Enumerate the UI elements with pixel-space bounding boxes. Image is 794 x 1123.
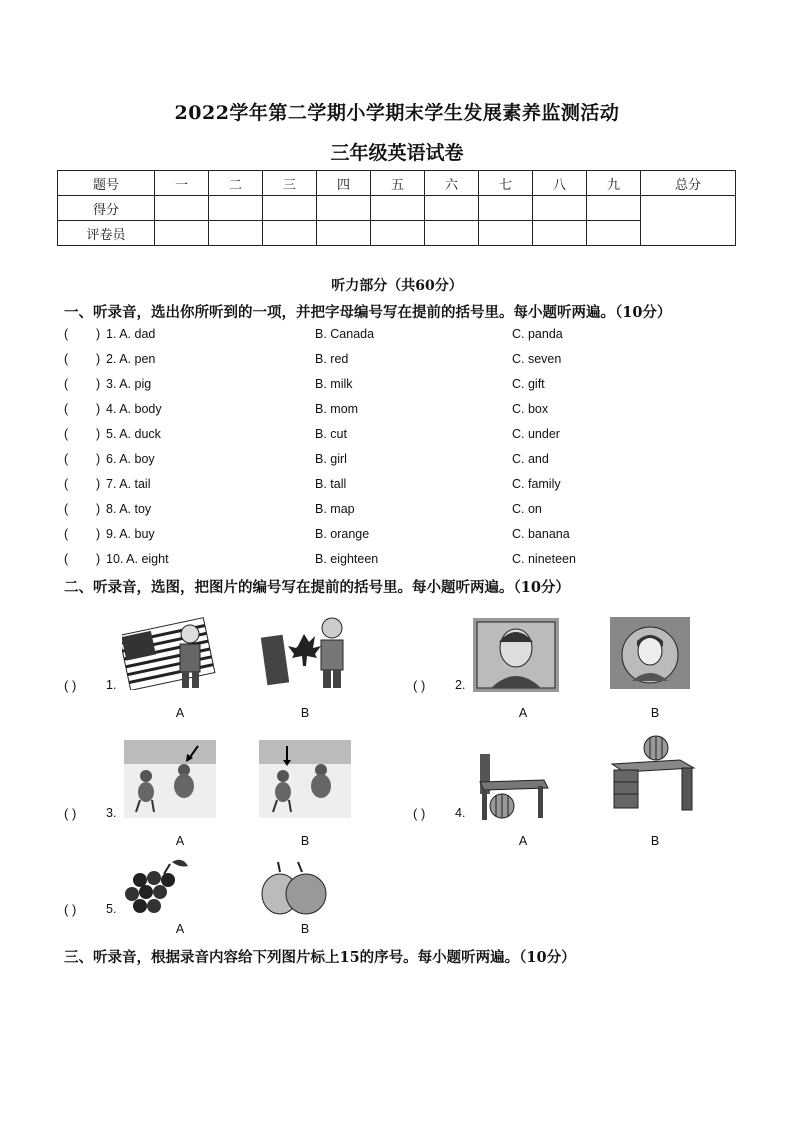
option-b: B. tall bbox=[315, 477, 347, 491]
answer-paren-open[interactable]: ( bbox=[64, 352, 69, 366]
answer-paren-close: ) bbox=[96, 502, 101, 516]
option-b: B. eighteen bbox=[315, 552, 379, 566]
score-table bbox=[57, 170, 736, 246]
table-cell: 总分 bbox=[641, 171, 736, 196]
table-cell: 七 bbox=[479, 171, 533, 196]
table-cell: 五 bbox=[371, 171, 425, 196]
answer-paren-close: ) bbox=[96, 327, 101, 341]
question-number: 1. bbox=[106, 678, 117, 692]
pear-icon bbox=[286, 862, 326, 914]
answer-paren-close: ) bbox=[96, 527, 101, 541]
desk-icon bbox=[612, 760, 694, 810]
option-label-b: B bbox=[650, 706, 660, 720]
option-a: 2. A. pen bbox=[106, 352, 156, 366]
option-label-a: A bbox=[518, 706, 528, 720]
option-c: C. seven bbox=[512, 352, 562, 366]
option-label-a: A bbox=[175, 922, 185, 936]
grader-cell[interactable] bbox=[371, 221, 425, 246]
answer-paren-open[interactable]: ( bbox=[64, 377, 69, 391]
exam-subtitle: 三年级英语试卷 bbox=[330, 142, 464, 164]
answer-paren-close: ) bbox=[96, 402, 101, 416]
option-a: 5. A. duck bbox=[106, 427, 161, 441]
option-a: 4. A. body bbox=[106, 402, 162, 416]
answer-paren-close: ) bbox=[96, 477, 101, 491]
option-a: 8. A. toy bbox=[106, 502, 152, 516]
total-cell[interactable] bbox=[641, 196, 736, 246]
grader-cell[interactable] bbox=[479, 221, 533, 246]
score-cell[interactable] bbox=[371, 196, 425, 221]
question-number: 2. bbox=[455, 678, 466, 692]
option-label-a: A bbox=[175, 834, 185, 848]
answer-paren-open[interactable]: ( bbox=[64, 552, 69, 566]
section3-heading: 三、听录音，根据录音内容给下列图片标上15的序号。每小题听两遍。（10分） bbox=[64, 949, 576, 966]
option-c: C. panda bbox=[512, 327, 563, 341]
option-c: C. and bbox=[512, 452, 549, 466]
ball-under-chair-image bbox=[474, 750, 550, 822]
question-number: 5. bbox=[106, 902, 117, 916]
option-b: B. orange bbox=[315, 527, 370, 541]
table-cell: 三 bbox=[263, 171, 317, 196]
option-a: 7. A. tail bbox=[106, 477, 151, 491]
option-c: C. on bbox=[512, 502, 542, 516]
answer-paren[interactable]: ( ) bbox=[64, 678, 77, 693]
monkeys-arrow-left-image bbox=[259, 740, 351, 818]
score-row bbox=[58, 196, 736, 221]
score-cell[interactable] bbox=[425, 196, 479, 221]
option-b: B. Canada bbox=[315, 327, 375, 341]
answer-paren-open[interactable]: ( bbox=[64, 502, 69, 516]
table-cell: 四 bbox=[317, 171, 371, 196]
ball-on-desk-image bbox=[610, 734, 696, 814]
answer-paren-close: ) bbox=[96, 427, 101, 441]
answer-paren-open[interactable]: ( bbox=[64, 427, 69, 441]
grader-cell[interactable] bbox=[263, 221, 317, 246]
option-b: B. red bbox=[315, 352, 349, 366]
score-cell[interactable] bbox=[155, 196, 209, 221]
ball-icon bbox=[644, 736, 668, 760]
option-a: 10. A. eight bbox=[106, 552, 169, 566]
score-cell[interactable] bbox=[587, 196, 641, 221]
answer-paren[interactable]: ( ) bbox=[64, 902, 77, 917]
option-c: C. family bbox=[512, 477, 561, 491]
option-label-b: B bbox=[650, 834, 660, 848]
table-cell: 一 bbox=[155, 171, 209, 196]
option-label-b: B bbox=[300, 706, 310, 720]
table-cell: 九 bbox=[587, 171, 641, 196]
section2-heading: 二、听录音，选图，把图片的编号写在提前的括号里。每小题听两遍。（10分） bbox=[64, 579, 570, 596]
flag-usa-boy-image bbox=[122, 612, 220, 690]
option-c: C. gift bbox=[512, 377, 545, 391]
grapes-icon bbox=[125, 860, 188, 913]
option-b: B. mom bbox=[315, 402, 359, 416]
option-a: 9. A. buy bbox=[106, 527, 155, 541]
table-cell: 八 bbox=[533, 171, 587, 196]
question-number: 4. bbox=[455, 806, 466, 820]
option-label-a: A bbox=[175, 706, 185, 720]
table-cell: 得分 bbox=[58, 196, 155, 221]
boy-icon bbox=[180, 625, 200, 688]
score-cell[interactable] bbox=[263, 196, 317, 221]
answer-paren[interactable]: ( ) bbox=[64, 806, 77, 821]
grader-cell[interactable] bbox=[587, 221, 641, 246]
option-b: B. map bbox=[315, 502, 355, 516]
table-cell: 六 bbox=[425, 171, 479, 196]
question-number: 3. bbox=[106, 806, 117, 820]
option-c: C. under bbox=[512, 427, 560, 441]
answer-paren-open[interactable]: ( bbox=[64, 527, 69, 541]
answer-paren-open[interactable]: ( bbox=[64, 327, 69, 341]
answer-paren[interactable]: ( ) bbox=[413, 806, 426, 821]
table-cell: 题号 bbox=[58, 171, 155, 196]
woman-portrait-image bbox=[610, 617, 690, 689]
option-c: C. box bbox=[512, 402, 549, 416]
option-label-b: B bbox=[300, 834, 310, 848]
grader-cell[interactable] bbox=[155, 221, 209, 246]
canada-flag-icon bbox=[261, 634, 321, 685]
option-label-b: B bbox=[300, 922, 310, 936]
option-a: 6. A. boy bbox=[106, 452, 155, 466]
score-cell[interactable] bbox=[533, 196, 587, 221]
grader-row bbox=[58, 221, 736, 246]
answer-paren-close: ) bbox=[96, 352, 101, 366]
usa-flag-icon bbox=[122, 618, 215, 690]
option-a: 3. A. pig bbox=[106, 377, 152, 391]
option-b: B. cut bbox=[315, 427, 347, 441]
table-cell: 二 bbox=[209, 171, 263, 196]
option-b: B. milk bbox=[315, 377, 353, 391]
answer-paren-close: ) bbox=[96, 377, 101, 391]
grader-cell[interactable] bbox=[533, 221, 587, 246]
score-cell[interactable] bbox=[317, 196, 371, 221]
man-portrait-image bbox=[473, 618, 559, 692]
boy-icon bbox=[321, 618, 343, 688]
pears-image bbox=[258, 860, 332, 916]
section1-heading: 一、听录音，选出你所听到的一项，并把字母编号写在提前的括号里。每小题听两遍。（10分） bbox=[64, 304, 672, 321]
score-table-header-row bbox=[58, 171, 736, 196]
grader-cell[interactable] bbox=[317, 221, 371, 246]
answer-paren-open[interactable]: ( bbox=[64, 477, 69, 491]
answer-paren-close: ) bbox=[96, 452, 101, 466]
table-cell: 评卷员 bbox=[58, 221, 155, 246]
score-cell[interactable] bbox=[479, 196, 533, 221]
monkeys-arrow-right-image bbox=[124, 740, 216, 818]
score-cell[interactable] bbox=[209, 196, 263, 221]
option-b: B. girl bbox=[315, 452, 347, 466]
exam-title: 2022学年第二学期小学期末学生发展素养监测活动 bbox=[174, 102, 620, 124]
answer-paren[interactable]: ( ) bbox=[413, 678, 426, 693]
ball-icon bbox=[490, 794, 514, 818]
grader-cell[interactable] bbox=[425, 221, 479, 246]
option-c: C. banana bbox=[512, 527, 570, 541]
option-a: 1. A. dad bbox=[106, 327, 156, 341]
answer-paren-open[interactable]: ( bbox=[64, 452, 69, 466]
answer-paren-close: ) bbox=[96, 552, 101, 566]
answer-paren-open[interactable]: ( bbox=[64, 402, 69, 416]
listening-heading: 听力部分（共60分） bbox=[331, 278, 463, 294]
option-c: C. nineteen bbox=[512, 552, 576, 566]
flag-canada-boy-image bbox=[258, 608, 354, 690]
grader-cell[interactable] bbox=[209, 221, 263, 246]
grapes-image bbox=[120, 856, 192, 916]
option-label-a: A bbox=[518, 834, 528, 848]
